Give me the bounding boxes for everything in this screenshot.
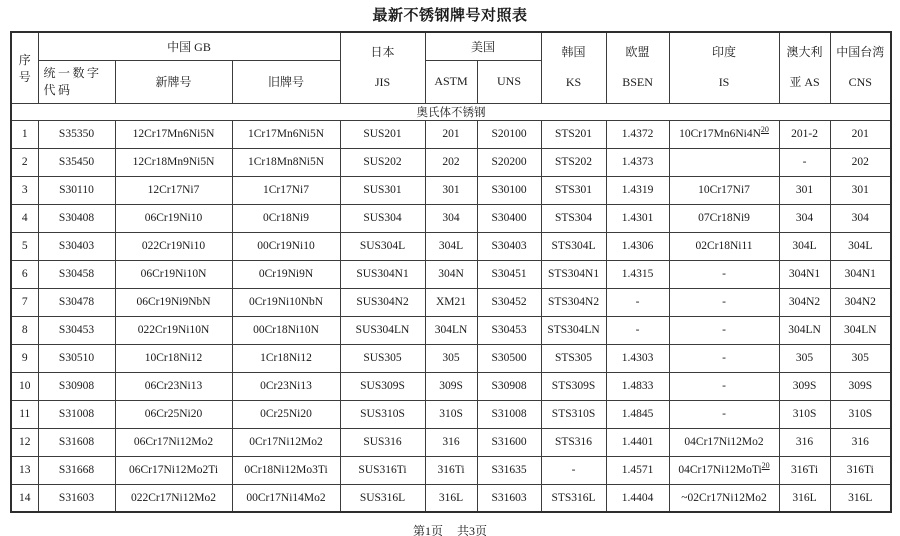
- cell-gb_old_grade: 0Cr19Ni9N: [232, 260, 340, 288]
- cell-gb_unified_code: S30403: [38, 232, 115, 260]
- cell-bsen: 1.4845: [606, 400, 669, 428]
- cell-uns: S30400: [477, 204, 541, 232]
- header-uns: UNS: [477, 60, 541, 103]
- cell-astm: 304LN: [425, 316, 477, 344]
- cell-gb_old_grade: 00Cr18Ni10N: [232, 316, 340, 344]
- cell-gb_unified_code: S30458: [38, 260, 115, 288]
- cell-gb_new_grade: 06Cr23Ni13: [115, 372, 232, 400]
- cell-cns: 316Ti: [830, 456, 891, 484]
- cell-ks: STS304: [541, 204, 606, 232]
- page-footer: [0, 522, 900, 536]
- cell-jis: SUS309S: [340, 372, 425, 400]
- cell-as: 304: [779, 204, 830, 232]
- header-eu-bsen: [606, 32, 669, 103]
- header-row-1: [11, 32, 891, 60]
- cell-gb_old_grade: 0Cr17Ni12Mo2: [232, 428, 340, 456]
- cell-gb_new_grade: 10Cr18Ni12: [115, 344, 232, 372]
- cell-seq: 3: [11, 176, 38, 204]
- cell-cns: 304LN: [830, 316, 891, 344]
- cell-ks: STS304LN: [541, 316, 606, 344]
- cell-astm: 316Ti: [425, 456, 477, 484]
- cell-uns: S31635: [477, 456, 541, 484]
- cell-is: 10Cr17Ni7: [669, 176, 779, 204]
- cell-seq: 4: [11, 204, 38, 232]
- table-row: [11, 400, 891, 428]
- cell-cns: 309S: [830, 372, 891, 400]
- header-as-label: 亚 AS: [789, 75, 820, 90]
- cell-seq: 11: [11, 400, 38, 428]
- table-row: [11, 288, 891, 316]
- cell-bsen: 1.4303: [606, 344, 669, 372]
- header-korea-label: 韩国: [561, 45, 586, 60]
- cell-as: 304L: [779, 232, 830, 260]
- cell-ks: STS202: [541, 148, 606, 176]
- cell-seq: 8: [11, 316, 38, 344]
- cell-as: 201-2: [779, 120, 830, 148]
- cell-seq: 14: [11, 484, 38, 512]
- cell-bsen: 1.4306: [606, 232, 669, 260]
- cell-gb_unified_code: S30408: [38, 204, 115, 232]
- section-row: [11, 103, 891, 120]
- header-india-is: [669, 32, 779, 103]
- header-usa: 美国: [425, 32, 541, 60]
- cell-gb_old_grade: 0Cr19Ni10NbN: [232, 288, 340, 316]
- table-row: [11, 260, 891, 288]
- cell-uns: S30453: [477, 316, 541, 344]
- cell-is: 04Cr17Ni12Mo2: [669, 428, 779, 456]
- cell-bsen: 1.4404: [606, 484, 669, 512]
- cell-gb_old_grade: 0Cr18Ni9: [232, 204, 340, 232]
- cell-ks: STS201: [541, 120, 606, 148]
- cell-bsen: 1.4301: [606, 204, 669, 232]
- cell-gb_unified_code: S35350: [38, 120, 115, 148]
- cell-ks: STS316L: [541, 484, 606, 512]
- cell-bsen: 1.4401: [606, 428, 669, 456]
- cell-cns: 304L: [830, 232, 891, 260]
- table-body: [11, 103, 891, 512]
- cell-seq: 2: [11, 148, 38, 176]
- cell-ks: STS304N2: [541, 288, 606, 316]
- cell-cns: 310S: [830, 400, 891, 428]
- cell-as: 310S: [779, 400, 830, 428]
- cell-gb_old_grade: 00Cr19Ni10: [232, 232, 340, 260]
- header-is-label: IS: [718, 75, 730, 90]
- cell-ks: STS310S: [541, 400, 606, 428]
- table-row: [11, 176, 891, 204]
- cell-jis: SUS202: [340, 148, 425, 176]
- cell-astm: 202: [425, 148, 477, 176]
- cell-is: [669, 148, 779, 176]
- cell-is: 07Cr18Ni9: [669, 204, 779, 232]
- cell-as: 316L: [779, 484, 830, 512]
- cell-as: 304N1: [779, 260, 830, 288]
- cell-astm: 301: [425, 176, 477, 204]
- cell-as: -: [779, 148, 830, 176]
- table-row: [11, 344, 891, 372]
- cell-as: 316Ti: [779, 456, 830, 484]
- table-row: [11, 456, 891, 484]
- cell-gb_unified_code: S35450: [38, 148, 115, 176]
- cell-cns: 316L: [830, 484, 891, 512]
- footer-total-pages: 共3页: [457, 524, 488, 536]
- header-bsen-label: BSEN: [622, 75, 653, 90]
- header-taiwan-label: 中国台湾: [836, 45, 885, 60]
- cell-seq: 13: [11, 456, 38, 484]
- cell-uns: S31008: [477, 400, 541, 428]
- cell-astm: 201: [425, 120, 477, 148]
- cell-gb_new_grade: 12Cr17Ni7: [115, 176, 232, 204]
- cell-uns: S30452: [477, 288, 541, 316]
- cell-bsen: 1.4372: [606, 120, 669, 148]
- header-cns-label: CNS: [848, 75, 872, 90]
- cell-astm: 310S: [425, 400, 477, 428]
- cell-gb_old_grade: 1Cr17Mn6Ni5N: [232, 120, 340, 148]
- cell-seq: 7: [11, 288, 38, 316]
- header-australia-as: [779, 32, 830, 103]
- cell-cns: 202: [830, 148, 891, 176]
- cell-gb_unified_code: S30453: [38, 316, 115, 344]
- cell-gb_unified_code: S30510: [38, 344, 115, 372]
- cell-astm: XM21: [425, 288, 477, 316]
- cell-gb_old_grade: 1Cr17Ni7: [232, 176, 340, 204]
- cell-astm: 316: [425, 428, 477, 456]
- cell-gb_new_grade: 022Cr19Ni10N: [115, 316, 232, 344]
- cell-as: 304N2: [779, 288, 830, 316]
- cell-gb_new_grade: 06Cr25Ni20: [115, 400, 232, 428]
- cell-gb_new_grade: 06Cr19Ni10: [115, 204, 232, 232]
- cell-jis: SUS310S: [340, 400, 425, 428]
- cell-seq: 12: [11, 428, 38, 456]
- cell-gb_unified_code: S31008: [38, 400, 115, 428]
- cell-gb_new_grade: 022Cr19Ni10: [115, 232, 232, 260]
- cell-bsen: -: [606, 288, 669, 316]
- cell-is: 10Cr17Mn6Ni4N$^{20}$: [669, 120, 779, 148]
- table-row: [11, 232, 891, 260]
- cell-astm: 304: [425, 204, 477, 232]
- cell-gb_old_grade: 1Cr18Ni12: [232, 344, 340, 372]
- cell-is: -: [669, 260, 779, 288]
- cell-is: -: [669, 288, 779, 316]
- cell-uns: S30403: [477, 232, 541, 260]
- cell-jis: SUS304: [340, 204, 425, 232]
- cell-uns: S20100: [477, 120, 541, 148]
- cell-cns: 304N1: [830, 260, 891, 288]
- cell-seq: 1: [11, 120, 38, 148]
- cell-seq: 6: [11, 260, 38, 288]
- cell-gb_old_grade: 0Cr18Ni12Mo3Ti: [232, 456, 340, 484]
- cell-gb_unified_code: S30908: [38, 372, 115, 400]
- cell-is: -: [669, 400, 779, 428]
- cell-seq: 5: [11, 232, 38, 260]
- header-astm: ASTM: [425, 60, 477, 103]
- cell-ks: STS305: [541, 344, 606, 372]
- cell-ks: STS309S: [541, 372, 606, 400]
- table-header: [11, 32, 891, 103]
- cell-jis: SUS316L: [340, 484, 425, 512]
- cell-uns: S30500: [477, 344, 541, 372]
- cell-is: -: [669, 316, 779, 344]
- cell-gb_new_grade: 06Cr19Ni10N: [115, 260, 232, 288]
- cell-jis: SUS201: [340, 120, 425, 148]
- cell-gb_old_grade: 00Cr17Ni14Mo2: [232, 484, 340, 512]
- cell-seq: 9: [11, 344, 38, 372]
- cell-as: 301: [779, 176, 830, 204]
- cell-astm: 304N: [425, 260, 477, 288]
- cell-gb_old_grade: 1Cr18Mn8Ni5N: [232, 148, 340, 176]
- cell-gb_unified_code: S30110: [38, 176, 115, 204]
- cell-uns: S30451: [477, 260, 541, 288]
- header-gb-old-grade: 旧牌号: [232, 60, 340, 103]
- header-eu-label: 欧盟: [625, 45, 650, 60]
- header-japan-jis: [340, 32, 425, 103]
- cell-jis: SUS304N2: [340, 288, 425, 316]
- cell-astm: 309S: [425, 372, 477, 400]
- cell-cns: 316: [830, 428, 891, 456]
- table-row: [11, 316, 891, 344]
- cell-gb_new_grade: 06Cr17Ni12Mo2Ti: [115, 456, 232, 484]
- cell-jis: SUS304N1: [340, 260, 425, 288]
- cell-gb_unified_code: S31603: [38, 484, 115, 512]
- cell-gb_new_grade: 12Cr18Mn9Ni5N: [115, 148, 232, 176]
- header-india-label: 印度: [712, 45, 737, 60]
- cell-gb_new_grade: 06Cr17Ni12Mo2: [115, 428, 232, 456]
- header-japan-label: 日本: [370, 45, 395, 60]
- table-row: [11, 204, 891, 232]
- table-row: [11, 120, 891, 148]
- header-ks-label: KS: [565, 75, 582, 90]
- cell-as: 316: [779, 428, 830, 456]
- cell-gb_unified_code: S31668: [38, 456, 115, 484]
- cell-jis: SUS316Ti: [340, 456, 425, 484]
- cell-cns: 304: [830, 204, 891, 232]
- header-australia-label: 澳大利: [786, 45, 823, 60]
- cell-cns: 301: [830, 176, 891, 204]
- cell-astm: 316L: [425, 484, 477, 512]
- cell-cns: 305: [830, 344, 891, 372]
- cell-uns: S30908: [477, 372, 541, 400]
- cell-jis: SUS305: [340, 344, 425, 372]
- cell-gb_old_grade: 0Cr25Ni20: [232, 400, 340, 428]
- table-row: [11, 372, 891, 400]
- header-china-gb: 中国 GB: [38, 32, 340, 60]
- cell-as: 309S: [779, 372, 830, 400]
- header-gb-unified-code: 统一数字代码: [38, 60, 115, 103]
- cell-ks: STS304L: [541, 232, 606, 260]
- cell-astm: 304L: [425, 232, 477, 260]
- cell-gb_new_grade: 022Cr17Ni12Mo2: [115, 484, 232, 512]
- header-seq: 序号: [11, 32, 38, 103]
- section-label: 奥氏体不锈钢: [11, 103, 891, 120]
- cell-as: 305: [779, 344, 830, 372]
- cell-uns: S31600: [477, 428, 541, 456]
- cell-uns: S30100: [477, 176, 541, 204]
- cell-is: ~02Cr17Ni12Mo2: [669, 484, 779, 512]
- table-row: [11, 428, 891, 456]
- header-taiwan-cns: [830, 32, 891, 103]
- cell-bsen: 1.4373: [606, 148, 669, 176]
- page-title: 最新不锈钢牌号对照表: [372, 8, 528, 24]
- cell-jis: SUS301: [340, 176, 425, 204]
- cell-is: -: [669, 372, 779, 400]
- cell-bsen: 1.4315: [606, 260, 669, 288]
- cell-bsen: -: [606, 316, 669, 344]
- table-row: [11, 148, 891, 176]
- cell-gb_unified_code: S31608: [38, 428, 115, 456]
- cell-bsen: 1.4571: [606, 456, 669, 484]
- cell-uns: S20200: [477, 148, 541, 176]
- cell-ks: -: [541, 456, 606, 484]
- header-gb-new-grade: 新牌号: [115, 60, 232, 103]
- cell-as: 304LN: [779, 316, 830, 344]
- cell-ks: STS316: [541, 428, 606, 456]
- cell-gb_old_grade: 0Cr23Ni13: [232, 372, 340, 400]
- cell-gb_new_grade: 06Cr19Ni9NbN: [115, 288, 232, 316]
- cell-is: 04Cr17Ni12MoTi$^{20}$: [669, 456, 779, 484]
- cell-ks: STS304N1: [541, 260, 606, 288]
- cell-gb_unified_code: S30478: [38, 288, 115, 316]
- header-jis-label: JIS: [374, 75, 391, 90]
- footer-page-number: 第1页: [412, 524, 443, 536]
- cell-is: 02Cr18Ni11: [669, 232, 779, 260]
- cell-gb_new_grade: 12Cr17Mn6Ni5N: [115, 120, 232, 148]
- cell-bsen: 1.4319: [606, 176, 669, 204]
- cell-is: -: [669, 344, 779, 372]
- cell-uns: S31603: [477, 484, 541, 512]
- cell-ks: STS301: [541, 176, 606, 204]
- steel-grade-table: [10, 31, 892, 513]
- cell-cns: 201: [830, 120, 891, 148]
- cell-jis: SUS304L: [340, 232, 425, 260]
- cell-bsen: 1.4833: [606, 372, 669, 400]
- header-korea-ks: [541, 32, 606, 103]
- cell-cns: 304N2: [830, 288, 891, 316]
- cell-jis: SUS316: [340, 428, 425, 456]
- cell-astm: 305: [425, 344, 477, 372]
- cell-seq: 10: [11, 372, 38, 400]
- table-row: [11, 484, 891, 512]
- cell-jis: SUS304LN: [340, 316, 425, 344]
